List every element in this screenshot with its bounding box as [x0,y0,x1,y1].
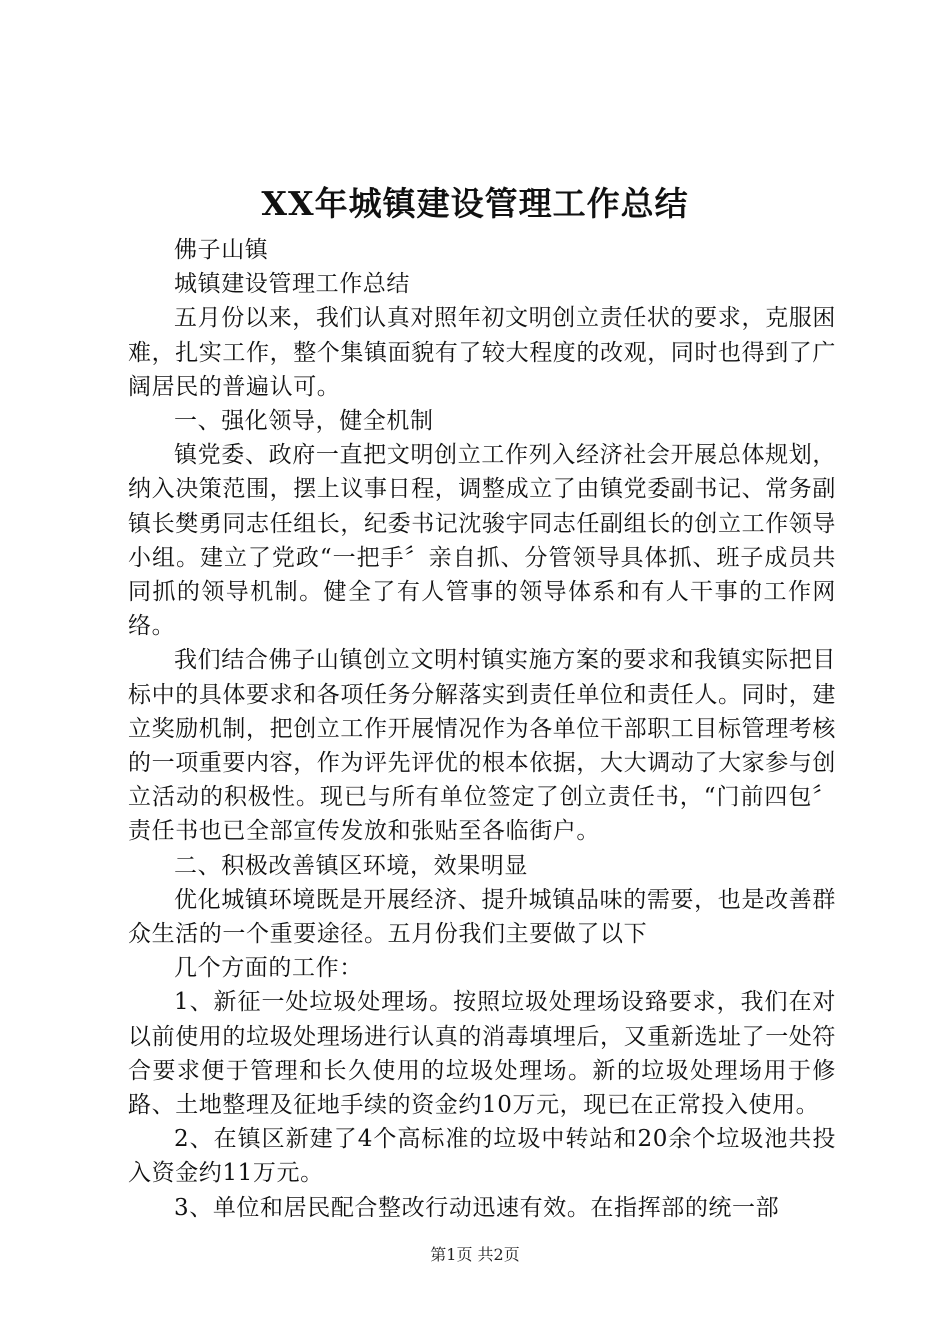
list-item-1: 1、新征一处垃圾处理场。按照垃圾处理场设臵要求，我们在对以前使用的垃圾处理场进行认真的消毒填埋后，又重新选址了一处符合要求便于管理和长久使用的垃圾处理场。新的垃圾处理场用于修路、土地整理及征地手续的资金约10万元，现已在正常投入使用。 [128,989,836,1119]
paragraph-town-name: 佛子山镇 [174,237,269,263]
paragraph-leadership: 镇党委、政府一直把文明创立工作列入经济社会开展总体规划，纳入决策范围，摆上议事日程，调整成立了由镇党委副书记、常务副镇长樊勇同志任组长，纪委书记沈骏宇同志任副组长的创立工作领导小组。建立了党政“一把手〞亲自抓、分管领导具体抓、班子成员共同抓的领导机制。健全了有人管事的领导体系和有人干事的工作网络。 [128,442,836,640]
list-item-2: 2、在镇区新建了4个高标准的垃圾中转站和20余个垃圾池共投入资金约11万元。 [128,1126,836,1187]
paragraph-environment: 优化城镇环境既是开展经济、提升城镇品味的需要，也是改善群众生活的一个重要途径。五月份我们主要做了以下 [128,886,836,948]
page-footer: 第1页 共2页 [430,1245,520,1264]
section-heading-1: 一、强化领导，健全机制 [174,408,434,435]
paragraph-mechanism: 我们结合佛子山镇创立文明村镇实施方案的要求和我镇实际把目标中的具体要求和各项任务分解落实到责任单位和责任人。同时，建立奖励机制，把创立工作开展情况作为各单位干部职工目标管理考核的一项重要内容，作为评先评优的根本依据，大大调动了大家参与创立活动的积极性。现已与所有单位签定了创立责任书，“门前四包〞责任书也已全部宣传发放和张贴至各临街户。 [128,647,836,845]
document-title: XX年城镇建设管理工作总结 [261,184,689,223]
section-heading-2: 二、积极改善镇区环境，效果明显 [174,852,528,879]
document-body [128,233,836,1225]
paragraph-subtitle: 城镇建设管理工作总结 [174,271,410,298]
paragraph-work-aspects: 几个方面的工作： [174,955,363,982]
list-item-3: 3、单位和居民配合整改行动迅速有效。在指挥部的统一部 [174,1194,780,1221]
paragraph-intro: 五月份以来，我们认真对照年初文明创立责任状的要求，克服困难，扎实工作，整个集镇面貌有了较大程度的改观，同时也得到了广阔居民的普遍认可。 [128,305,836,400]
